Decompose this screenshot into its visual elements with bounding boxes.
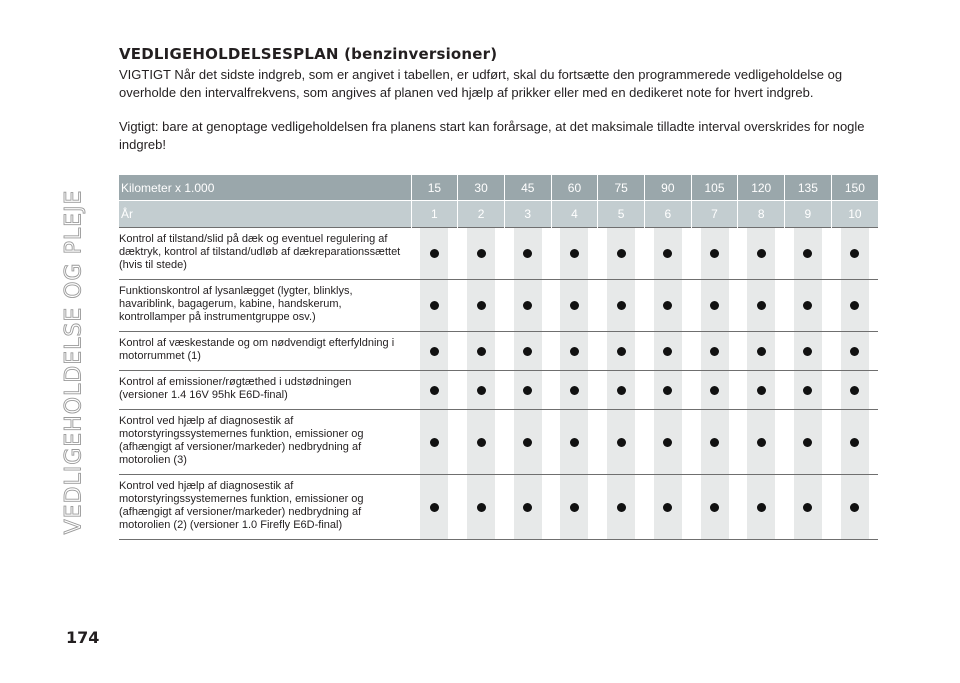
- bullet-dot-icon: [617, 301, 626, 310]
- interval-cell: [691, 228, 738, 280]
- text-block: [119, 44, 879, 154]
- bullet-dot-icon: [850, 386, 859, 395]
- bullet-dot-icon: [570, 249, 579, 258]
- important-note: VIGTIGT Når det sidste indgreb, som er angivet i tabellen, er udført, skal du fortsætte den programmerede vedligeholdelse og overholde den intervalfrekvens, som angives af planen ved hjælp af prikker eller med en dedikeret note for hvert indgreb.: [119, 67, 843, 100]
- km-value: 75: [598, 175, 645, 201]
- bullet-dot-icon: [523, 386, 532, 395]
- interval-cell: [785, 371, 832, 410]
- bullet-dot-icon: [757, 301, 766, 310]
- bullet-dot-icon: [570, 438, 579, 447]
- row-label: Kontrol ved hjælp af diagnosestik af motorstyringssystemernes funktion, emissioner og (afhængigt af versioner/markeder) nedbrydning af motorolien (2) (versioner 1.0 Firefly E6D-final): [119, 475, 411, 540]
- km-value: 60: [551, 175, 598, 201]
- bullet-dot-icon: [663, 503, 672, 512]
- interval-cell: [458, 475, 505, 540]
- bullet-dot-icon: [710, 503, 719, 512]
- interval-cell: [598, 332, 645, 371]
- bullet-dot-icon: [850, 301, 859, 310]
- section-side-title: VEDLIGEHOLDELSE OG PLEJE: [61, 189, 87, 535]
- table-row: [119, 228, 878, 280]
- interval-cell: [785, 280, 832, 332]
- interval-cell: [411, 371, 458, 410]
- interval-cell: [411, 475, 458, 540]
- interval-cell: [598, 228, 645, 280]
- km-value: 30: [458, 175, 505, 201]
- interval-cell: [831, 410, 878, 475]
- interval-cell: [644, 332, 691, 371]
- interval-cell: [551, 371, 598, 410]
- bullet-dot-icon: [617, 347, 626, 356]
- bullet-dot-icon: [570, 347, 579, 356]
- table-row: [119, 371, 878, 410]
- bullet-dot-icon: [757, 438, 766, 447]
- interval-cell: [411, 410, 458, 475]
- year-value: 6: [644, 201, 691, 228]
- bullet-dot-icon: [430, 438, 439, 447]
- interval-cell: [644, 371, 691, 410]
- interval-cell: [504, 228, 551, 280]
- interval-cell: [831, 228, 878, 280]
- year-value: 5: [598, 201, 645, 228]
- interval-cell: [691, 280, 738, 332]
- interval-cell: [785, 475, 832, 540]
- interval-cell: [644, 228, 691, 280]
- bullet-dot-icon: [523, 438, 532, 447]
- bullet-dot-icon: [803, 386, 812, 395]
- warning-note: Vigtigt: bare at genoptage vedligeholdelsen fra planens start kan forårsage, at det maksimale tilladte interval overskrides for nogle indgreb!: [119, 119, 865, 152]
- bullet-dot-icon: [710, 438, 719, 447]
- bullet-dot-icon: [617, 386, 626, 395]
- interval-cell: [411, 332, 458, 371]
- interval-cell: [785, 228, 832, 280]
- page-number: 174: [66, 628, 100, 647]
- table-row: [119, 475, 878, 540]
- km-value: 120: [738, 175, 785, 201]
- year-value: 8: [738, 201, 785, 228]
- bullet-dot-icon: [477, 347, 486, 356]
- interval-cell: [458, 371, 505, 410]
- interval-cell: [644, 410, 691, 475]
- table-row: [119, 410, 878, 475]
- km-value: 135: [785, 175, 832, 201]
- bullet-dot-icon: [663, 249, 672, 258]
- row-label: Kontrol af emissioner/røgtæthed i udstødningen (versioner 1.4 16V 95hk E6D-final): [119, 371, 411, 410]
- bullet-dot-icon: [663, 438, 672, 447]
- interval-cell: [785, 410, 832, 475]
- km-value: 45: [504, 175, 551, 201]
- interval-cell: [504, 280, 551, 332]
- interval-cell: [458, 410, 505, 475]
- interval-cell: [785, 332, 832, 371]
- km-value: 90: [644, 175, 691, 201]
- interval-cell: [551, 475, 598, 540]
- year-header-label: År: [119, 201, 411, 228]
- interval-cell: [738, 475, 785, 540]
- interval-cell: [644, 475, 691, 540]
- interval-cell: [551, 228, 598, 280]
- interval-cell: [598, 280, 645, 332]
- interval-cell: [831, 280, 878, 332]
- bullet-dot-icon: [523, 249, 532, 258]
- bullet-dot-icon: [477, 249, 486, 258]
- interval-cell: [458, 228, 505, 280]
- maintenance-rows: [119, 228, 878, 540]
- interval-cell: [458, 332, 505, 371]
- interval-cell: [691, 332, 738, 371]
- bullet-dot-icon: [570, 386, 579, 395]
- maintenance-table: [119, 175, 878, 540]
- bullet-dot-icon: [803, 503, 812, 512]
- bullet-dot-icon: [757, 249, 766, 258]
- interval-cell: [738, 410, 785, 475]
- interval-cell: [458, 280, 505, 332]
- bullet-dot-icon: [430, 386, 439, 395]
- bullet-dot-icon: [617, 503, 626, 512]
- interval-cell: [504, 475, 551, 540]
- bullet-dot-icon: [430, 249, 439, 258]
- km-value: 150: [831, 175, 878, 201]
- bullet-dot-icon: [477, 503, 486, 512]
- bullet-dot-icon: [803, 249, 812, 258]
- year-value: 4: [551, 201, 598, 228]
- bullet-dot-icon: [523, 347, 532, 356]
- bullet-dot-icon: [850, 503, 859, 512]
- interval-cell: [411, 228, 458, 280]
- interval-cell: [738, 228, 785, 280]
- bullet-dot-icon: [803, 347, 812, 356]
- interval-cell: [551, 410, 598, 475]
- page-heading: VEDLIGEHOLDELSESPLAN (benzinversioner): [119, 45, 498, 63]
- interval-cell: [738, 332, 785, 371]
- km-header-label: Kilometer x 1.000: [119, 175, 411, 201]
- interval-cell: [551, 280, 598, 332]
- row-label: Kontrol af væskestande og om nødvendigt efterfyldning i motorrummet (1): [119, 332, 411, 371]
- bullet-dot-icon: [477, 386, 486, 395]
- interval-cell: [504, 332, 551, 371]
- interval-cell: [598, 371, 645, 410]
- bullet-dot-icon: [663, 301, 672, 310]
- bullet-dot-icon: [710, 301, 719, 310]
- bullet-dot-icon: [803, 301, 812, 310]
- bullet-dot-icon: [663, 386, 672, 395]
- interval-cell: [504, 371, 551, 410]
- row-label: Kontrol af tilstand/slid på dæk og eventuel regulering af dæktryk, kontrol af tilstand/udløb af dækreparationssættet (hvis til stede): [119, 228, 411, 280]
- bullet-dot-icon: [617, 438, 626, 447]
- year-header-row: [119, 201, 878, 228]
- bullet-dot-icon: [757, 347, 766, 356]
- interval-cell: [411, 280, 458, 332]
- bullet-dot-icon: [570, 503, 579, 512]
- year-value: 1: [411, 201, 458, 228]
- bullet-dot-icon: [617, 249, 626, 258]
- year-value: 3: [504, 201, 551, 228]
- km-value: 15: [411, 175, 458, 201]
- interval-cell: [504, 410, 551, 475]
- interval-cell: [738, 280, 785, 332]
- bullet-dot-icon: [710, 347, 719, 356]
- bullet-dot-icon: [757, 503, 766, 512]
- row-label: Kontrol ved hjælp af diagnosestik af motorstyringssystemernes funktion, emissioner og (afhængigt af versioner/markeder) nedbrydning af motorolien (3): [119, 410, 411, 475]
- interval-cell: [598, 410, 645, 475]
- bullet-dot-icon: [663, 347, 672, 356]
- interval-cell: [598, 475, 645, 540]
- bullet-dot-icon: [477, 438, 486, 447]
- interval-cell: [831, 332, 878, 371]
- km-value: 105: [691, 175, 738, 201]
- bullet-dot-icon: [430, 503, 439, 512]
- bullet-dot-icon: [523, 301, 532, 310]
- interval-cell: [738, 371, 785, 410]
- bullet-dot-icon: [757, 386, 766, 395]
- bullet-dot-icon: [430, 347, 439, 356]
- year-value: 10: [831, 201, 878, 228]
- year-value: 2: [458, 201, 505, 228]
- table-row: [119, 332, 878, 371]
- bullet-dot-icon: [430, 301, 439, 310]
- interval-cell: [831, 475, 878, 540]
- interval-cell: [644, 280, 691, 332]
- bullet-dot-icon: [570, 301, 579, 310]
- table-row: [119, 280, 878, 332]
- bullet-dot-icon: [477, 301, 486, 310]
- km-header-row: [119, 175, 878, 201]
- interval-cell: [831, 371, 878, 410]
- bullet-dot-icon: [523, 503, 532, 512]
- interval-cell: [691, 371, 738, 410]
- interval-cell: [691, 410, 738, 475]
- interval-cell: [691, 475, 738, 540]
- year-value: 7: [691, 201, 738, 228]
- bullet-dot-icon: [710, 386, 719, 395]
- bullet-dot-icon: [850, 438, 859, 447]
- bullet-dot-icon: [850, 347, 859, 356]
- row-label: Funktionskontrol af lysanlægget (lygter, blinklys, havariblink, bagagerum, kabine, handskerum, kontrollamper på instrumentgruppe osv.): [119, 280, 411, 332]
- bullet-dot-icon: [850, 249, 859, 258]
- bullet-dot-icon: [710, 249, 719, 258]
- interval-cell: [551, 332, 598, 371]
- bullet-dot-icon: [803, 438, 812, 447]
- year-value: 9: [785, 201, 832, 228]
